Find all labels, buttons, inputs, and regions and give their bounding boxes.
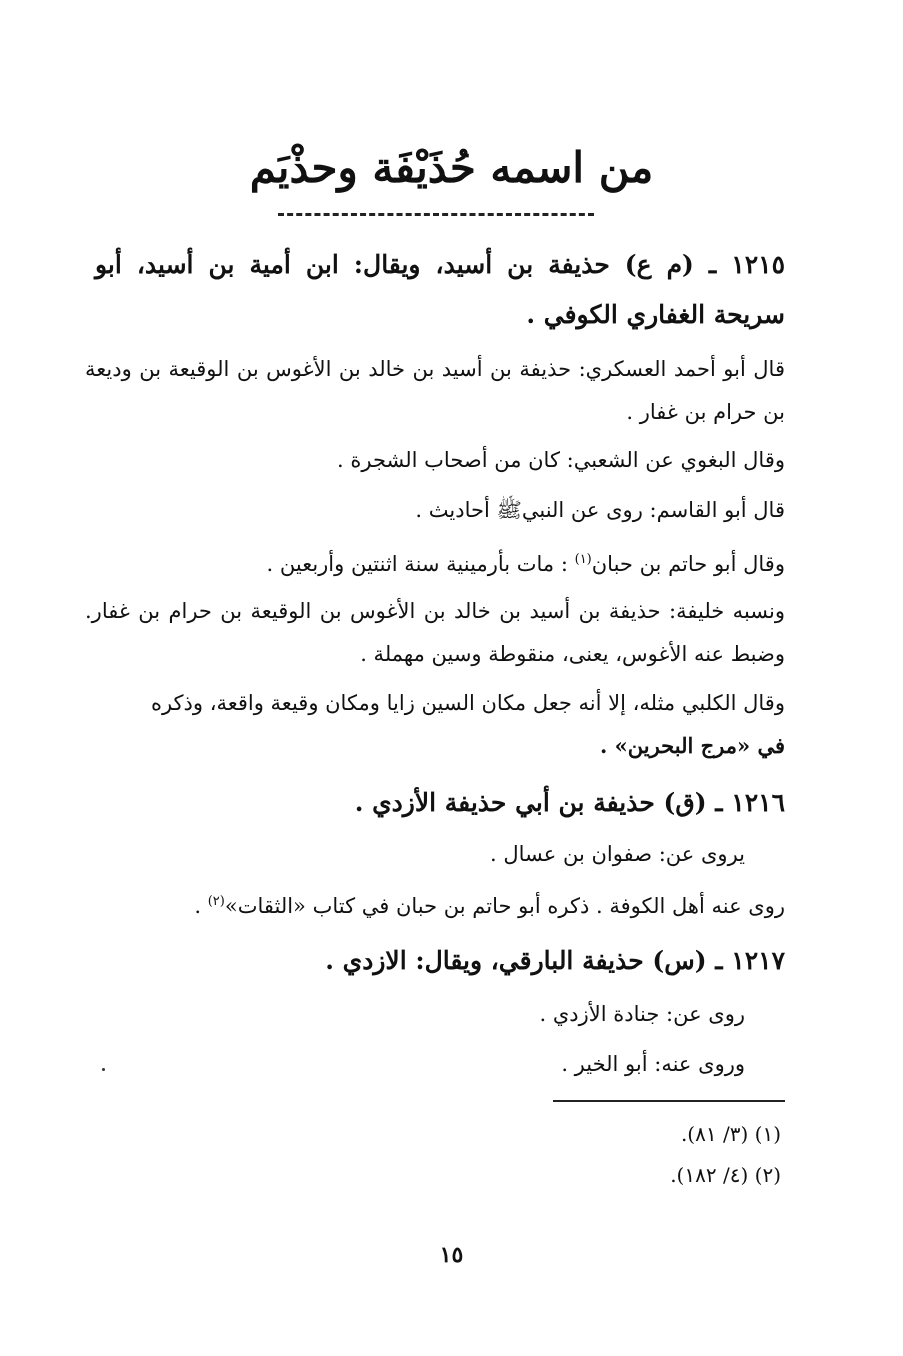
entry-1215-paragraph-6b: في «مرج البحرين» . — [600, 733, 785, 758]
entry-1216-heading: ١٢١٦ ـ (ق) حذيفة بن أبي حذيفة الأزدي . — [354, 788, 785, 817]
entry-1215-paragraph-6a: وقال الكلبي مثله، إلا أنه جعل مكان السين زايا ومكان وقيعة واقعة، وذكره — [150, 691, 785, 715]
paragraph-4-text-end: : مات بأرمينية سنة اثنتين وأربعين . — [266, 552, 575, 576]
entry-1215-heading: ١٢١٥ ـ (م ع) حذيفة بن أسيد، ويقال: ابن أمية بن أسيد، أبو سريحة الغفاري الكوفي . — [95, 250, 785, 329]
section-title: من اسمه حُذَيْفَة وحذْيَم — [249, 143, 654, 192]
footnote-1: (١) (٣/ ٨١). — [680, 1122, 781, 1146]
entry-1217-heading: ١٢١٧ ـ (س) حذيفة البارقي، ويقال: الازدي . — [325, 946, 785, 975]
entry-1217-paragraph-1: روى عن: جنادة الأزدي . — [539, 1002, 745, 1026]
print-speck — [102, 1068, 105, 1071]
entry-1216-paragraph-1: يروى عن: صفوان بن عسال . — [490, 842, 745, 866]
footnote-separator — [553, 1100, 785, 1102]
entry-1215-paragraph-3: قال أبو القاسم: روى عن النبيﷺ أحاديث . — [415, 498, 785, 522]
entry-1217-paragraph-2: وروى عنه: أبو الخير . — [561, 1052, 745, 1076]
title-underline — [278, 213, 594, 216]
entry-1216-paragraph-2 — [85, 882, 785, 926]
footnote-2: (٢) (٤/ ١٨٢). — [670, 1163, 781, 1187]
paragraph-text: روى عنه أهل الكوفة . ذكره أبو حاتم بن حبان في كتاب «الثقات» — [224, 894, 785, 918]
footnote-ref-1: (١) — [574, 552, 592, 567]
paragraph-text-end: . — [194, 894, 208, 918]
page-number: ١٥ — [439, 1242, 464, 1268]
entry-1215-paragraph-2: وقال البغوي عن الشعبي: كان من أصحاب الشجرة . — [337, 448, 785, 472]
entry-1215-paragraph-5: ونسبه خليفة: حذيفة بن أسيد بن خالد بن الأغوس بن الوقيعة بن حرام بن غفار. وضبط عنه الأغوس، يعنى، منقوطة وسين مهملة . — [85, 599, 785, 666]
paragraph-4-text: وقال أبو حاتم بن حبان — [591, 552, 785, 576]
footnote-ref-2: (٢) — [207, 894, 225, 909]
entry-1215-paragraph-4 — [85, 540, 785, 584]
entry-1215-paragraph-1: قال أبو أحمد العسكري: حذيفة بن أسيد بن خالد بن الأغوس بن الوقيعة بن وديعة بن حرام بن غفار . — [85, 357, 785, 424]
